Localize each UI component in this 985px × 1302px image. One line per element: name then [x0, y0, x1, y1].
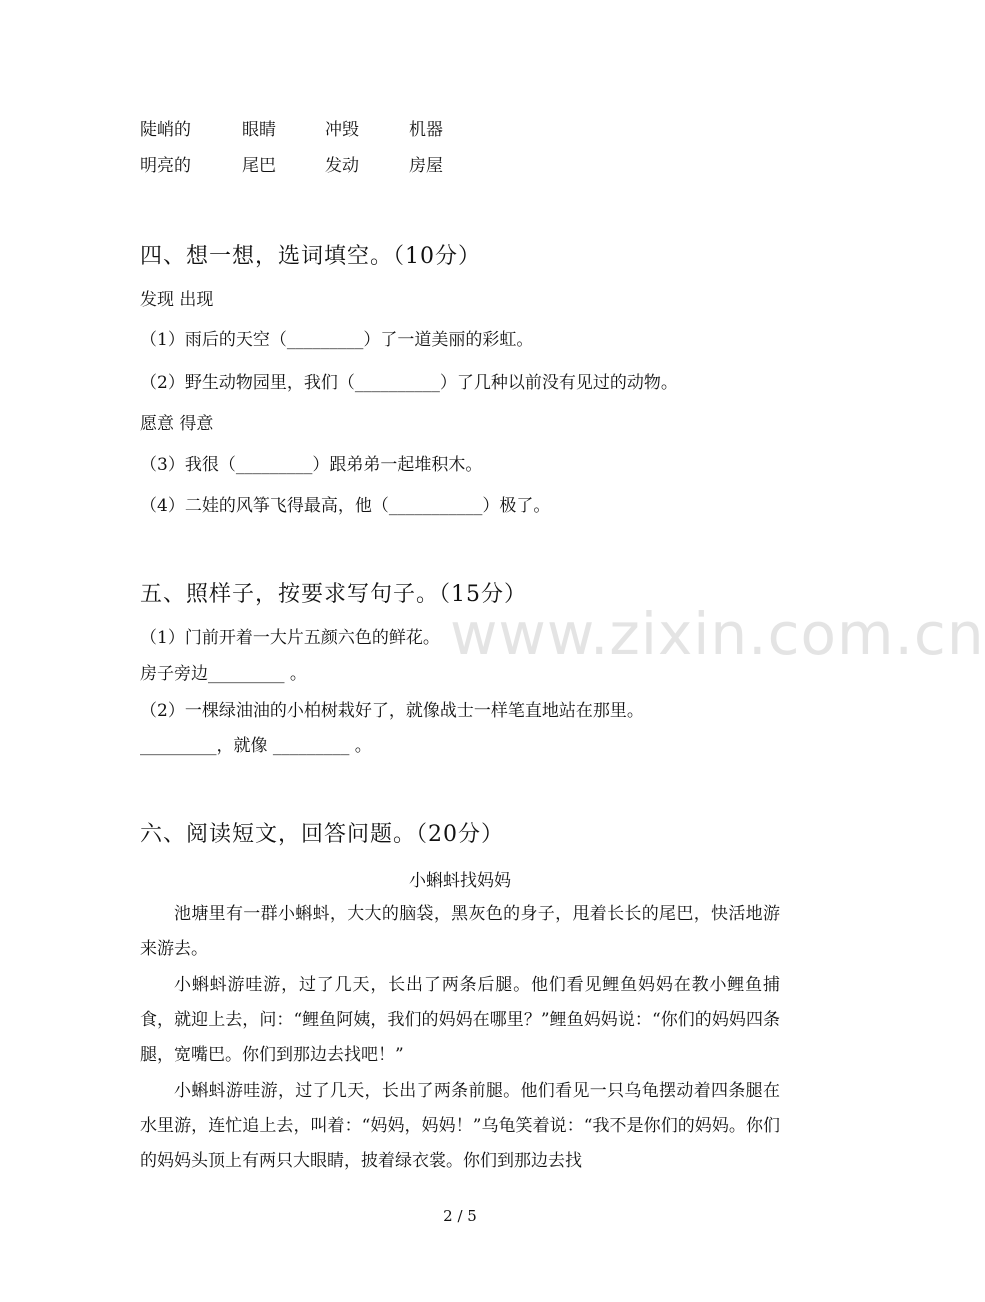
story-title: 小蝌蚪找妈妈: [409, 871, 511, 891]
watermark: www.zixin.com.cn: [450, 600, 985, 668]
story-paragraph-1: 池塘里有一群小蝌蚪，大大的脑袋，黑灰色的身子，甩着长长的尾巴，快活地游来游去。: [140, 904, 780, 959]
story-paragraph-2: 小蝌蚪游哇游，过了几天，长出了两条后腿。他们看见鲤鱼妈妈在教小鲤鱼捕食，就迎上去，问：“鲤鱼阿姨，我们的妈妈在哪里？”鲤鱼妈妈说：“你们的妈妈四条腿，宽嘴巴。你们到那边去找吧！”: [140, 975, 780, 1065]
section4-question-4: （4）二娃的风筝飞得最高，他（___________）极了。: [140, 496, 551, 516]
section5-heading: 五、照样子，按要求写句子。（15分）: [140, 582, 527, 607]
match-word: 明亮的: [140, 156, 191, 176]
section4-question-2: （2）野生动物园里，我们（__________）了几种以前没有见过的动物。: [140, 373, 678, 393]
section5-example-2: （2）一棵绿油油的小柏树栽好了，就像战士一样笔直地站在那里。: [140, 701, 644, 721]
match-word: 房屋: [409, 156, 443, 176]
section5-answer-1: 房子旁边_________ 。: [140, 664, 307, 684]
match-word: 陡峭的: [140, 120, 191, 140]
section5-answer-2: _________，就像 _________ 。: [140, 736, 372, 756]
section6-heading: 六、阅读短文，回答问题。（20分）: [140, 822, 504, 847]
section4-word-choices-1: 发现 出现: [140, 290, 214, 310]
match-word: 冲毁: [325, 120, 359, 140]
section4-heading: 四、想一想，选词填空。（10分）: [140, 244, 481, 269]
match-word: 发动: [325, 156, 359, 176]
match-word: 眼睛: [242, 120, 276, 140]
page-number: 2 / 5: [443, 1207, 477, 1225]
story-paragraph-3: 小蝌蚪游哇游，过了几天，长出了两条前腿。他们看见一只乌龟摆动着四条腿在水里游，连忙追上去，叫着：“妈妈，妈妈！”乌龟笑着说：“我不是你们的妈妈。你们的妈妈头顶上有两只大眼睛，披着绿衣裳。你们到那边去找: [140, 1081, 780, 1171]
section4-question-3: （3）我很（_________）跟弟弟一起堆积木。: [140, 455, 483, 475]
section4-word-choices-2: 愿意 得意: [140, 414, 214, 434]
section4-question-1: （1）雨后的天空（_________）了一道美丽的彩虹。: [140, 330, 534, 350]
section5-example-1: （1）门前开着一大片五颜六色的鲜花。: [140, 628, 440, 648]
match-word: 机器: [409, 120, 443, 140]
match-word: 尾巴: [242, 156, 276, 176]
